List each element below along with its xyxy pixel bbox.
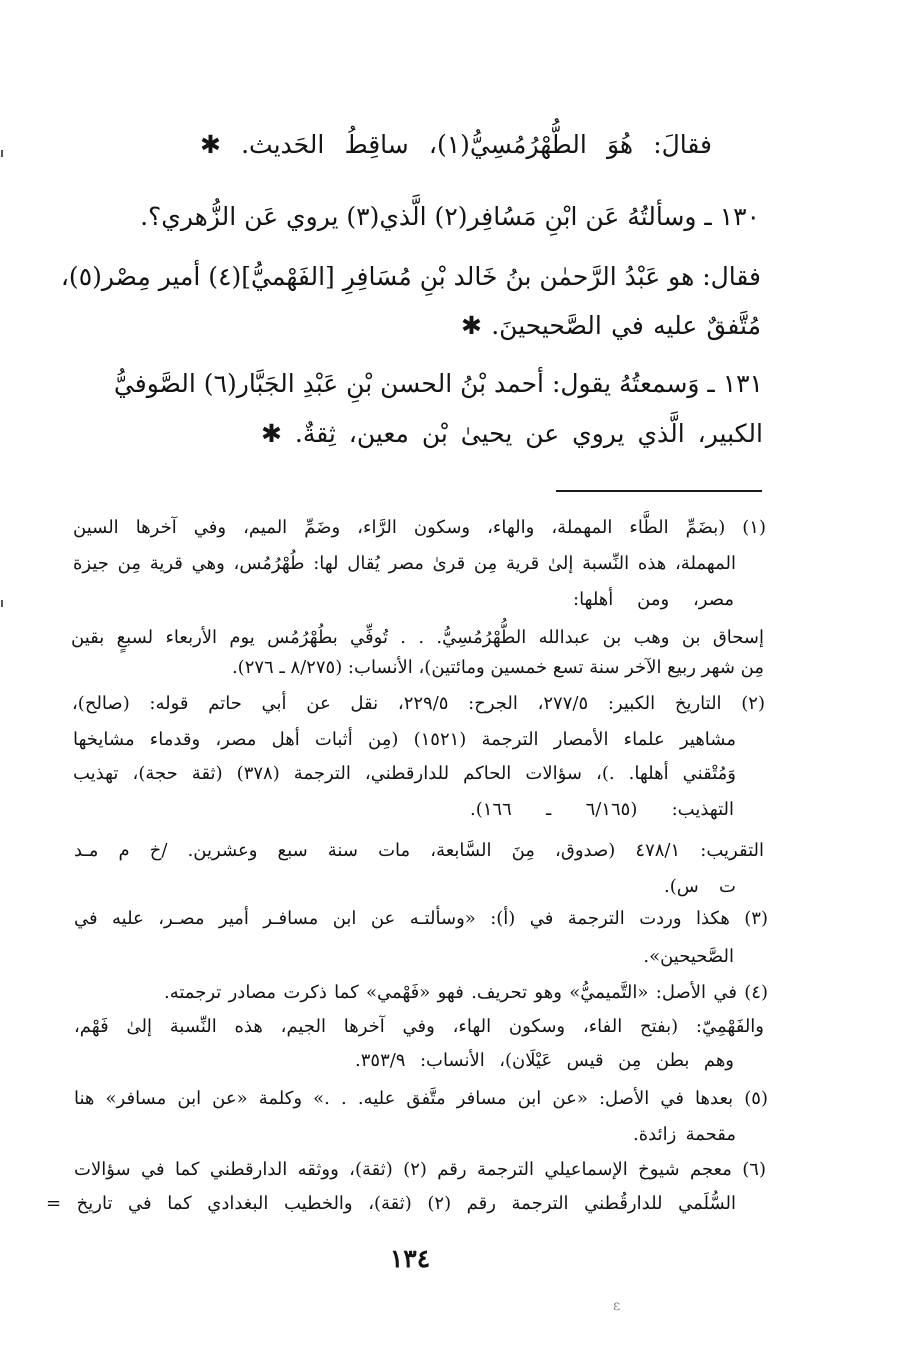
footnote-line: مصر، ومن أهلها:	[573, 589, 734, 610]
margin-tick-bottom	[1, 600, 3, 607]
footnote-line: إسحاق بن وهب بن عبدالله الطُّهْرُمُسِيُّ. . . تُوفِّي بطُهْرُمُس يوم الأربعاء لسبعٍ بقين	[71, 627, 764, 648]
footnote-line: مشاهير علماء الأمصار الترجمة (١٥٢١) (مِن أثبات أهل مصر، وقدماء مشايخها	[73, 729, 736, 750]
footnote-line: الصَّحيحين».	[643, 946, 734, 967]
footnote-line: وَمُتْقني أهلها. .)، سؤالات الحاكم للدارقطني، الترجمة (٣٧٨) (ثقة حجة)، تهذيب	[73, 763, 736, 784]
footnote-line: التقريب: ٤٧٨/١ (صدوق، مِنَ السَّابعة، مات سنة سبع وعشرين. /خ م مـد	[74, 840, 764, 861]
footnote-line: (٦) معجم شيوخ الإسماعيلي الترجمة رقم (٢) (ثقة)، ووثقه الدارقطني كما في سؤالات	[74, 1159, 766, 1180]
margin-tick-top	[1, 150, 3, 157]
footnote-line: المهملة، هذه النِّسبة إلىٰ قرية مِن قرىٰ مصر يُقال لها: طُهْرُمُس، وهي قرية مِن جيزة	[73, 553, 736, 574]
footnote-line: (٢) التاريخ الكبير: ٢٧٧/٥، الجرح: ٢٢٩/٥، نقل عن أبي حاتم قوله: (صالح)،	[72, 693, 765, 714]
main-line: مُتَّفقٌ عليه في الصَّحيحينَ. ✱	[461, 311, 761, 340]
footnote-line: السُّلَمي للدارقُطني الترجمة رقم (٢) (ثقة)، والخطيب البغدادي كما في تاريخ =	[46, 1193, 736, 1214]
footnote-line: والفَهْمِيّ: (بفتح الفاء، وسكون الهاء، وفي آخرها الجيم، هذه النِّسبة إلىٰ فَهْم،	[74, 1016, 764, 1037]
footnote-line: مِن شهر ربيع الآخر سنة تسع خمسين ومائتين)، الأنساب: (٨/٢٧٥ ـ ٢٧٦).	[231, 657, 764, 678]
footnote-line: (١) (بضَمِّ الطَّاء المهملة، والهاء، وسكون الرَّاء، وضَمِّ الميم، وفي آخرها السين	[73, 517, 766, 538]
page-number: ١٣٤	[389, 1244, 431, 1273]
footnote-line: وهم بطن مِن قيس عَيْلَان)، الأنساب: ٣٥٣/٩.	[355, 1050, 734, 1071]
footnote-line: (٥) بعدها في الأصل: «عن ابن مسافر متَّفق عليه. . .» وكلمة «عن ابن مسافر» هنا	[74, 1088, 768, 1109]
margin-speck: ε	[613, 1298, 621, 1314]
footnote-line: التهذيب: (٦/١٦٥ ـ ١٦٦).	[470, 799, 735, 820]
main-line: فقال: هو عَبْدُ الرَّحمٰن بنُ خَالد بْنِ مُسَافِرِ [الفَهْميُّ](٤) أمير مِصْر(٥)،	[60, 262, 761, 291]
main-line: فقالَ: هُوَ الطُّهْرُمُسِيُّ(١)، ساقِطُ الحَديث. ✱	[200, 130, 713, 159]
main-line: ١٣٠ ـ وسألتُهُ عَن ابْنِ مَسُافِر(٢) الَّذي(٣) يروي عَن الزُّهري؟.	[140, 202, 760, 231]
footnote-line: مقحمة زائدة.	[633, 1124, 736, 1145]
main-line: ١٣١ ـ وَسمعتُهُ يقول: أحمد بْنُ الحسن بْنِ عَبْدِ الجَبَّار(٦) الصَّوفيُّ	[113, 369, 763, 398]
main-line: الكبير، الَّذي يروي عن يحيىٰ بْن معين، ثِقةٌ. ✱	[261, 419, 763, 448]
footnote-line: ت س).	[664, 876, 736, 897]
footnote-line: (٤) في الأصل: «التَّميميُّ» وهو تحريف. فهو «فَهْمي» كما ذكرت مصادر ترجمته.	[164, 982, 768, 1003]
footnote-separator	[556, 490, 762, 492]
footnote-line: (٣) هكذا وردت الترجمة في (أ): «وسألتـه عن ابن مسافـر أمير مصـر، عليه في	[74, 908, 768, 929]
